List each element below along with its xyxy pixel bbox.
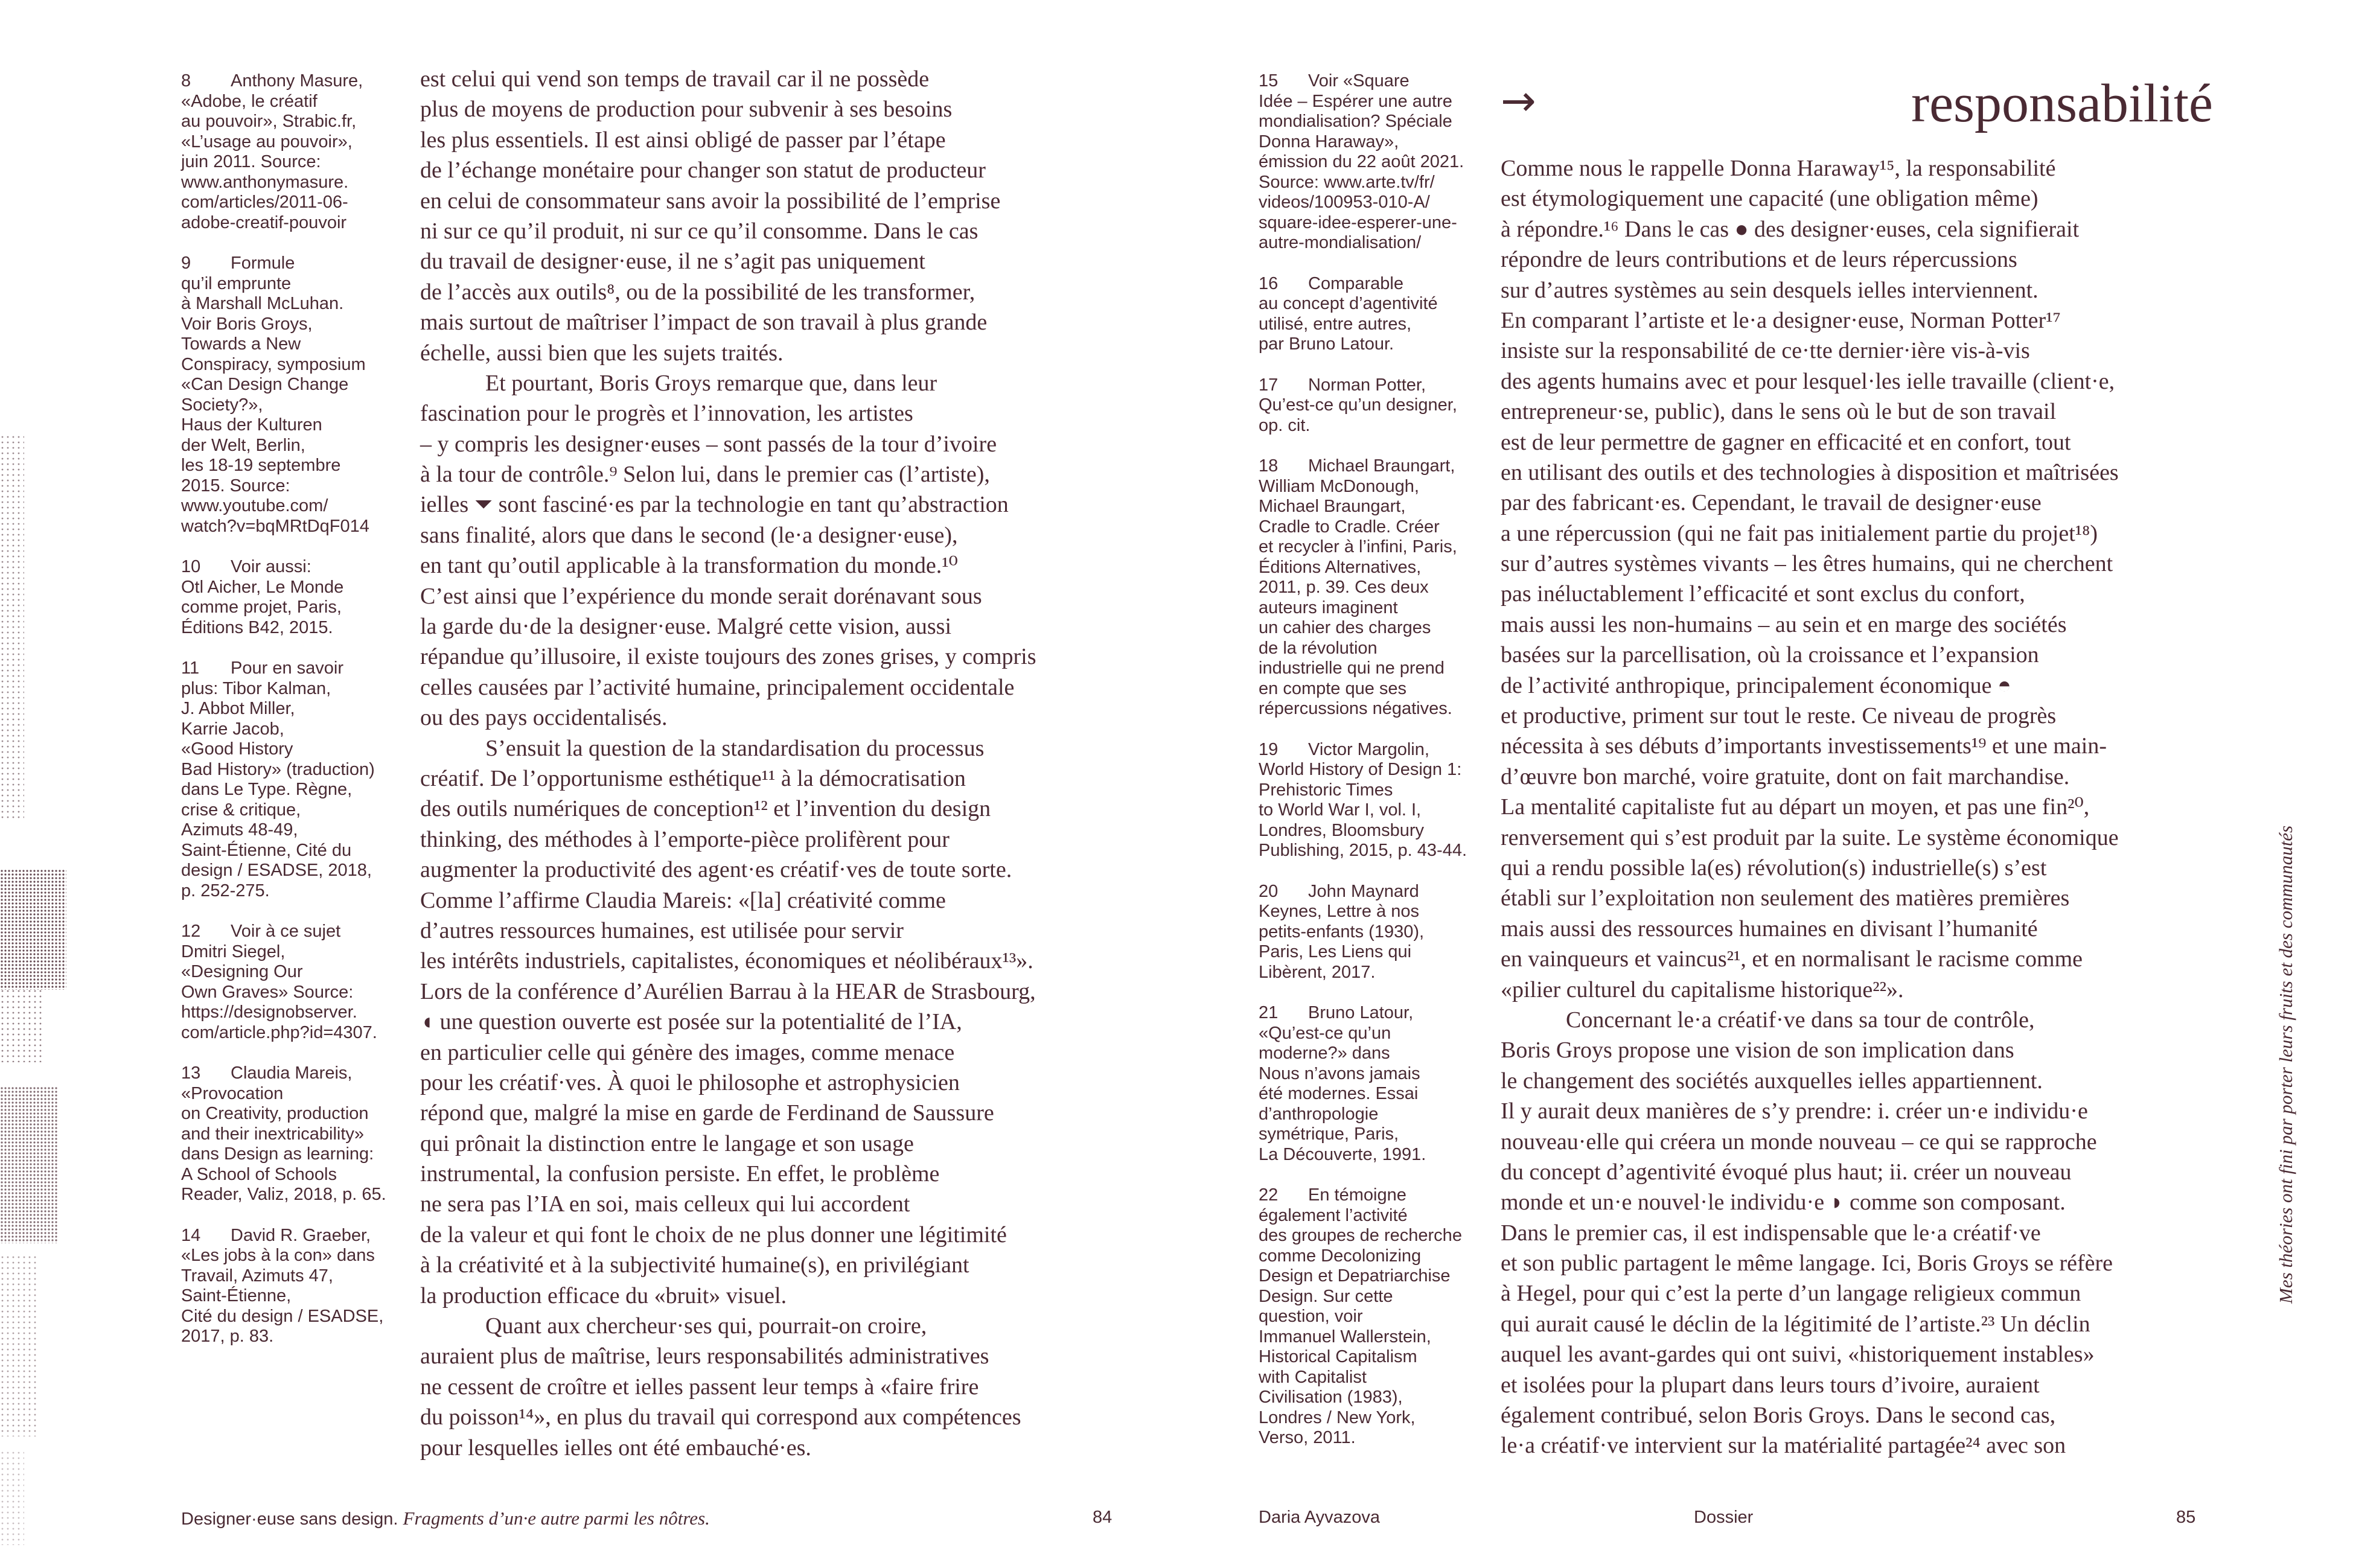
footnote-21 (1259, 1003, 1483, 1165)
body-line: S’ensuit la question de la standardisation du processus (485, 735, 985, 761)
body-line: mais aussi les non-humains – au sein et en marge des sociétés (1501, 611, 2067, 637)
footnote-text: Voir aussi: Otl Aicher, Le Monde comme projet, Paris, Éditions B42, 2015. (181, 557, 344, 637)
body-line: renversement qui s’est produit par la suite. Le système économique (1501, 824, 2119, 850)
body-line: ne cessent de croître et ielles passent leur temps à «faire frire (420, 1374, 979, 1400)
body-line: et son public partagent le même langage. Ici, Boris Groys se réfère (1501, 1251, 2113, 1276)
body-line: Comme l’affirme Claudia Mareis: «[la] créativité comme (420, 887, 946, 913)
footnote-number: 19 (1259, 739, 1279, 759)
body-line: instrumental, la confusion persiste. En effet, le problème (420, 1161, 940, 1187)
body-line: créatif. De l’opportunisme esthétique¹¹ à la démocratisation (420, 765, 966, 791)
body-line: le·a créatif·ve intervient sur la matérialité partagée²⁴ avec son (1501, 1433, 2066, 1459)
body-line: en celui de consommateur sans avoir la possibilité de l’emprise (420, 188, 1001, 214)
left-body-text (420, 64, 1125, 1463)
body-line: d’œuvre bon marché, voire gratuite, dont on fait marchandise. (1501, 763, 2070, 789)
body-line: répondre de leurs contributions et de leurs répercussions (1501, 247, 2017, 273)
footnote-number: 22 (1259, 1185, 1279, 1205)
body-line: sur d’autres systèmes au sein desquels ielles interviennent. (1501, 277, 2039, 303)
footnote-number: 15 (1259, 71, 1279, 91)
heading-responsabilite: responsabilité (1911, 74, 2213, 133)
footnote-number: 18 (1259, 456, 1279, 476)
body-line: Dans le premier cas, il est indispensable que le·a créatif·ve (1501, 1220, 2041, 1246)
footnote-16 (1259, 274, 1483, 355)
body-line: C’est ainsi que l’expérience du monde serait dorénavant sous (420, 583, 982, 609)
body-line: à Hegel, pour qui c’est la perte d’un langage religieux commun (1501, 1281, 2081, 1307)
body-line: Lors de la conférence d’Aurélien Barrau à la HEAR de Strasbourg, (420, 978, 1036, 1004)
footnote-text: Voir «Square Idée – Espérer une autre mondialisation? Spéciale Donna Haraway», émission du 22 août 2021. Source: www.arte.tv/fr/ videos/100953-010-A/ square-idee-esperer-une- autre-mondialisation/ (1259, 71, 1464, 252)
left-footnotes (181, 71, 406, 1368)
footnote-13 (181, 1063, 406, 1205)
arrow-right-icon: → (1501, 76, 1536, 126)
body-line: qui a rendu possible la(es) révolution(s) industrielle(s) s’est (1501, 855, 2047, 881)
body-line: nouveau·elle qui créera un monde nouveau – ce qui se rapproche (1501, 1129, 2097, 1155)
body-line: augmenter la productivité des agent·es créatif·ves de toute sorte. (420, 857, 1012, 883)
body-line: Comme nous le rappelle Donna Haraway¹⁵, la responsabilité (1501, 156, 2056, 181)
body-line: mais surtout de maîtriser l’impact de son travail à plus grande (420, 310, 988, 336)
footnote-20 (1259, 882, 1483, 983)
body-line: entrepreneur·se, public), dans le sens où le but de son travail (1501, 399, 2057, 425)
body-line: ni sur ce qu’il produit, ni sur ce qu’il consomme. Dans le cas (420, 218, 979, 244)
footnote-text: Victor Margolin, World History of Design 1: Prehistoric Times to World War I, vol. I, Londres, Bloomsbury Publishing, 2015, p. 43-44. (1259, 739, 1467, 860)
footer-book-subtitle: Fragments d’un·e autre parmi les nôtres. (403, 1508, 710, 1529)
body-line: en particulier celle qui génère des images, comme menace (420, 1039, 955, 1065)
body-line: Il y aurait deux manières de s’y prendre: i. créer un·e individu·e (1501, 1098, 2088, 1124)
footnote-text: Michael Braungart, William McDonough, Michael Braungart, Cradle to Cradle. Créer et recycler à l’infini, Paris, Éditions Alternatives, 2011, p. 39. Ces deux auteurs imaginent un cahier des charges de la révolution industrielle qui ne prend en compte que ses répercussions négatives. (1259, 456, 1457, 718)
body-line: et productive, priment sur tout le reste. Ce niveau de progrès (1501, 703, 2057, 729)
footnote-text: Claudia Mareis, «Provocation on Creativity, production and their inextricability» dans Design as learning: A School of Schools Reader, Valiz, 2018, p. 65. (181, 1063, 386, 1204)
body-line: pour lesquelles ielles ont été embauché·es. (420, 1435, 811, 1461)
body-line: auquel les avant-gardes qui ont suivi, «historiquement instables» (1501, 1342, 2095, 1368)
footnote-11 (181, 658, 406, 901)
footnote-number: 16 (1259, 273, 1279, 293)
footnote-text: Voir à ce sujet Dmitri Siegel, «Designing Our Own Graves» Source: https://designobserver. com/article.php?id=4307. (181, 922, 377, 1042)
body-line: de l’activité anthropique, principalement économique ◓ (1501, 672, 2011, 698)
body-line: La mentalité capitaliste fut au départ un moyen, et pas une fin²⁰, (1501, 794, 2090, 820)
body-line: ne sera pas l’IA en soi, mais celleux qui lui accordent (420, 1191, 910, 1217)
body-line: sans finalité, alors que dans le second (le·a designer·euse), (420, 522, 958, 548)
body-line: ou des pays occidentalisés. (420, 705, 668, 731)
body-line: qui prônait la distinction entre le langage et son usage (420, 1130, 914, 1156)
section-heading (1501, 66, 2213, 133)
right-body-text (1501, 153, 2213, 1461)
body-line: des agents humains avec et pour lesquel·les ielle travaille (client·e, (1501, 368, 2115, 394)
body-line: les intérêts industriels, capitalistes, économiques et néolibéraux¹³». (420, 948, 1033, 974)
footnote-22 (1259, 1185, 1483, 1448)
footnote-text: Bruno Latour, «Qu’est-ce qu’un moderne?» dans Nous n’avons jamais été modernes. Essai d’anthropologie symétrique, Paris, La Découverte, 1991. (1259, 1003, 1426, 1164)
body-line: celles causées par l’activité humaine, principalement occidentale (420, 674, 1015, 700)
body-line: En comparant l’artiste et le·a designer·euse, Norman Potter¹⁷ (1501, 307, 2061, 333)
body-line: du poisson¹⁴», en plus du travail qui correspond aux compétences (420, 1404, 1021, 1430)
page-number-left: 84 (1093, 1508, 1113, 1527)
body-line: du travail de designer·euse, il ne s’agit pas uniquement (420, 249, 925, 275)
footnote-12 (181, 922, 406, 1043)
body-line: est de leur permettre de gagner en efficacité et en confort, tout (1501, 429, 2071, 455)
body-line: ◖ une question ouverte est posée sur la potentialité de l’IA, (420, 1009, 962, 1035)
body-line: le changement des sociétés auxquelles ielles appartiennent. (1501, 1068, 2043, 1094)
footnote-number: 12 (181, 922, 201, 941)
footnote-text: Formule qu’il emprunte à Marshall McLuhan. Voir Boris Groys, Towards a New Conspiracy, symposium «Can Design Change Society?», Haus der Kulturen der Welt, Berlin, les 18-19 septembre 2015. Source: www.youtube.com/ watch?v=bqMRtDqF014 (181, 253, 369, 536)
footnote-15 (1259, 71, 1483, 253)
footnote-19 (1259, 740, 1483, 861)
body-line: est celui qui vend son temps de travail car il ne possède (420, 66, 930, 92)
footnote-text: En témoigne également l’activité des groupes de recherche comme Decolonizing Design et Depatriarchise Design. Sur cette question, voir Immanuel Wallerstein, Historical Capitalism with Capitalist Civilisation (1983), Londres / New York, Verso, 2011. (1259, 1185, 1462, 1447)
body-line: thinking, des méthodes à l’emporte-pièce prolifèrent pour (420, 826, 950, 852)
body-line: plus de moyens de production pour subvenir à ses besoins (420, 97, 953, 123)
body-line: des outils numériques de conception¹² et l’invention du design (420, 796, 991, 822)
body-line: par des fabricant·es. Cependant, le travail de designer·euse (1501, 490, 2042, 516)
body-line: en tant qu’outil applicable à la transformation du monde.¹⁰ (420, 553, 958, 579)
halftone-texture-image (0, 0, 69, 1568)
body-line: également contribué, selon Boris Groys. Dans le second cas, (1501, 1403, 2056, 1429)
body-line: les plus essentiels. Il est ainsi obligé de passer par l’étape (420, 127, 946, 153)
footnote-text: Norman Potter, Qu’est-ce qu’un designer, op. cit. (1259, 375, 1457, 435)
body-line: de la valeur et qui font le choix de ne plus donner une légitimité (420, 1222, 1007, 1248)
body-line: de l’échange monétaire pour changer son statut de producteur (420, 158, 986, 183)
body-line: ielles ⏷ sont fasciné·es par la technologie en tant qu’abstraction (420, 492, 1009, 518)
body-line: de l’accès aux outils⁸, ou de la possibilité de les transformer, (420, 279, 975, 305)
body-line: qui aurait causé le déclin de la légitimité de l’artiste.²³ Un déclin (1501, 1311, 2090, 1337)
footnote-number: 8 (181, 71, 191, 91)
left-footer-title (181, 1508, 710, 1529)
body-line: Quant aux chercheur·ses qui, pourrait-on croire, (485, 1313, 927, 1339)
footnote-number: 21 (1259, 1003, 1279, 1022)
body-line: Concernant le·a créatif·ve dans sa tour de contrôle, (1566, 1007, 2035, 1033)
footnote-14 (181, 1226, 406, 1347)
left-page (0, 0, 1176, 1568)
body-line: échelle, aussi bien que les sujets traités. (420, 340, 784, 366)
body-line: du concept d’agentivité évoqué plus haut; ii. créer un nouveau (1501, 1159, 2072, 1185)
footnote-text: Anthony Masure, «Adobe, le créatif au pouvoir», Strabic.fr, «L’usage au pouvoir», juin 2011. Source: www.anthonymasure. com/articles/2011-06- adobe-creatif-pouvoir (181, 71, 363, 232)
footnote-number: 10 (181, 557, 201, 576)
footnote-9 (181, 253, 406, 537)
body-line: – y compris les designer·euses – sont passés de la tour d’ivoire (420, 431, 997, 457)
body-line: à la tour de contrôle.⁹ Selon lui, dans le premier cas (l’artiste), (420, 462, 990, 488)
body-line: insiste sur la responsabilité de ce·tte dernier·ière vis-à-vis (1501, 338, 2030, 364)
body-line: nécessita à ses débuts d’importants investissements¹⁹ et une main- (1501, 733, 2107, 759)
body-line: mais aussi des ressources humaines en divisant l’humanité (1501, 916, 2038, 942)
footnote-text: David R. Graeber, «Les jobs à la con» dans Travail, Azimuts 47, Saint-Étienne, Cité du design / ESADSE, 2017, p. 83. (181, 1225, 384, 1346)
footnote-number: 17 (1259, 375, 1279, 395)
body-line: Et pourtant, Boris Groys remarque que, dans leur (485, 370, 937, 396)
body-line: basées sur la parcellisation, où la croissance et l’expansion (1501, 642, 2039, 668)
body-line: monde et un·e nouvel·le individu·e ◗ comme son composant. (1501, 1190, 2066, 1216)
body-line: Boris Groys propose une vision de son implication dans (1501, 1037, 2014, 1063)
footnote-10 (181, 557, 406, 638)
right-footnotes (1259, 71, 1483, 1469)
footnote-text: John Maynard Keynes, Lettre à nos petits-enfants (1930), Paris, Les Liens qui Libèrent, 2017. (1259, 881, 1425, 982)
footnote-8 (181, 71, 406, 233)
body-line: pas inéluctablement l’efficacité et sont exclus du confort, (1501, 581, 2025, 607)
body-line: établi sur l’exploitation non seulement des matières premières (1501, 885, 2070, 911)
footer-section: Dossier (1694, 1508, 1754, 1527)
footnote-number: 14 (181, 1225, 201, 1245)
body-line: en utilisant des outils et des technologies à disposition et maîtrisées (1501, 459, 2119, 485)
footnote-18 (1259, 456, 1483, 719)
footnote-text: Comparable au concept d’agentivité utilisé, entre autres, par Bruno Latour. (1259, 273, 1438, 354)
body-line: et isolées pour la plupart dans leurs tours d’ivoire, auraient (1501, 1372, 2040, 1398)
body-line: pour les créatif·ves. À quoi le philosophe et astrophysicien (420, 1069, 960, 1095)
body-line: répond que, malgré la mise en garde de Ferdinand de Saussure (420, 1100, 994, 1126)
body-line: fascination pour le progrès et l’innovation, les artistes (420, 401, 913, 427)
body-line: la production efficace du «bruit» visuel. (420, 1283, 787, 1308)
footer-book-title: Designer·euse sans design. (181, 1509, 398, 1529)
footnote-17 (1259, 375, 1483, 436)
footnote-number: 20 (1259, 881, 1279, 901)
footnote-number: 9 (181, 253, 191, 273)
body-line: à la créativité et à la subjectivité humaine(s), en privilégiant (420, 1252, 969, 1278)
right-page (1176, 0, 2353, 1568)
body-line: répandue qu’illusoire, il existe toujours des zones grises, y compris (420, 644, 1036, 670)
body-line: est étymologiquement une capacité (une obligation même) (1501, 186, 2039, 212)
body-line: auraient plus de maîtrise, leurs responsabilités administratives (420, 1343, 989, 1369)
footnote-text: Pour en savoir plus: Tibor Kalman, J. Abbot Miller, Karrie Jacob, «Good History Bad History» (traduction) dans Le Type. Règne, crise & critique, Azimuts 48-49, Saint-Étienne, Cité du design / ESADSE, 2018, p. 252-275. (181, 658, 375, 900)
body-line: sur d’autres systèmes vivants – les êtres humains, qui ne cherchent (1501, 551, 2113, 577)
body-line: a une répercussion (qui ne fait pas initialement partie du projet¹⁸) (1501, 520, 2098, 546)
footnote-number: 13 (181, 1063, 201, 1083)
body-line: en vainqueurs et vaincus²¹, et en normalisant le racisme comme (1501, 946, 2083, 972)
body-line: d’autres ressources humaines, est utilisée pour servir (420, 917, 904, 943)
body-line: «pilier culturel du capitalisme historique²²». (1501, 977, 1904, 1002)
page-number-right: 85 (2176, 1508, 2196, 1527)
vertical-side-quote: Mes théories ont fini par porter leurs fruits et des communautés (2275, 825, 2296, 1304)
body-line: la garde du·de la designer·euse. Malgré cette vision, aussi (420, 614, 952, 640)
footer-author: Daria Ayvazova (1259, 1508, 1380, 1527)
body-line: à répondre.¹⁶ Dans le cas ● des designer·euses, cela signifierait (1501, 216, 2080, 242)
footnote-number: 11 (181, 658, 200, 678)
